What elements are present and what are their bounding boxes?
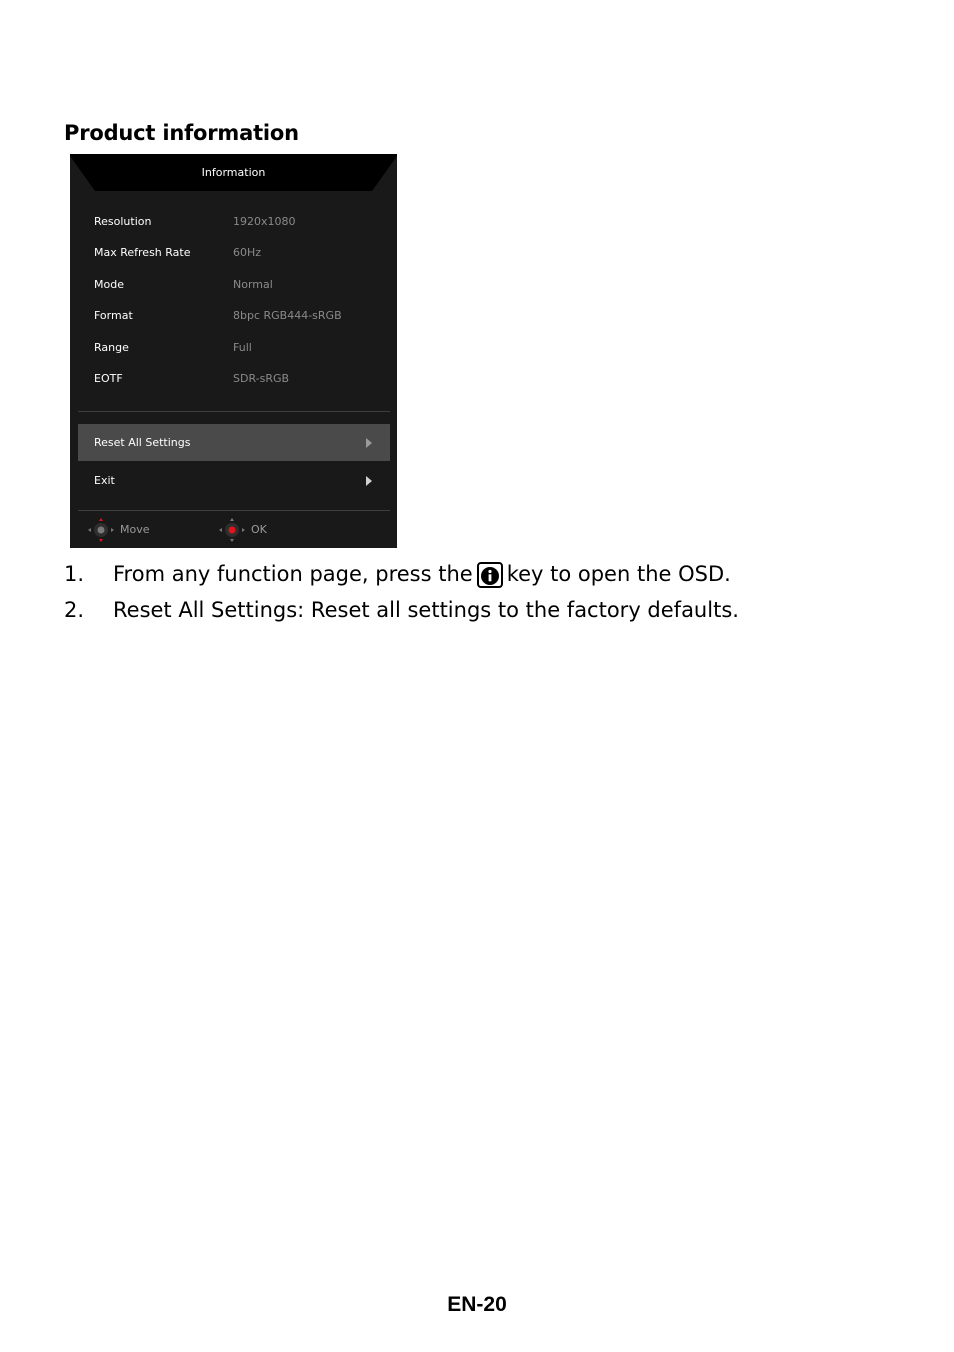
menu-item-label: Exit: [94, 474, 115, 487]
osd-information-panel: [70, 154, 397, 548]
osd-divider: [78, 510, 390, 511]
info-value: 8bpc RGB444-sRGB: [233, 309, 342, 322]
osd-divider: [78, 411, 390, 412]
info-value: Full: [233, 341, 252, 354]
info-value: 60Hz: [233, 246, 262, 259]
info-label: Max Refresh Rate: [94, 246, 191, 259]
step-text: Reset All Settings: Reset all settings to the factory defaults.: [113, 598, 739, 622]
reset-all-settings-item[interactable]: [78, 424, 390, 461]
page-number: EN-20: [447, 1293, 507, 1316]
info-label: Range: [94, 341, 129, 354]
chevron-right-icon: [366, 476, 372, 486]
section-heading: Product information: [64, 121, 299, 145]
footer-label: OK: [251, 523, 267, 536]
step-number: 2.: [64, 598, 85, 622]
info-label: Format: [94, 309, 133, 322]
joystick-move-icon: [88, 516, 114, 544]
info-value: SDR-sRGB: [233, 372, 290, 385]
step-text-before: From any function page, press the: [113, 562, 473, 586]
info-value: 1920x1080: [233, 215, 296, 228]
info-label: Resolution: [94, 215, 152, 228]
info-label: Mode: [94, 278, 124, 291]
chevron-right-icon: [366, 438, 372, 448]
joystick-ok-icon: [219, 516, 245, 544]
step-text-after: key to open the OSD.: [506, 562, 731, 586]
step-text: [113, 562, 731, 588]
info-label: EOTF: [94, 372, 123, 385]
osd-title: Information: [201, 166, 266, 179]
menu-item-label: Reset All Settings: [94, 436, 191, 449]
step-number: 1.: [64, 562, 85, 586]
info-value: Normal: [233, 278, 273, 291]
info-key-icon: [477, 562, 503, 588]
footer-label: Move: [120, 523, 150, 536]
exit-item[interactable]: [78, 462, 390, 499]
